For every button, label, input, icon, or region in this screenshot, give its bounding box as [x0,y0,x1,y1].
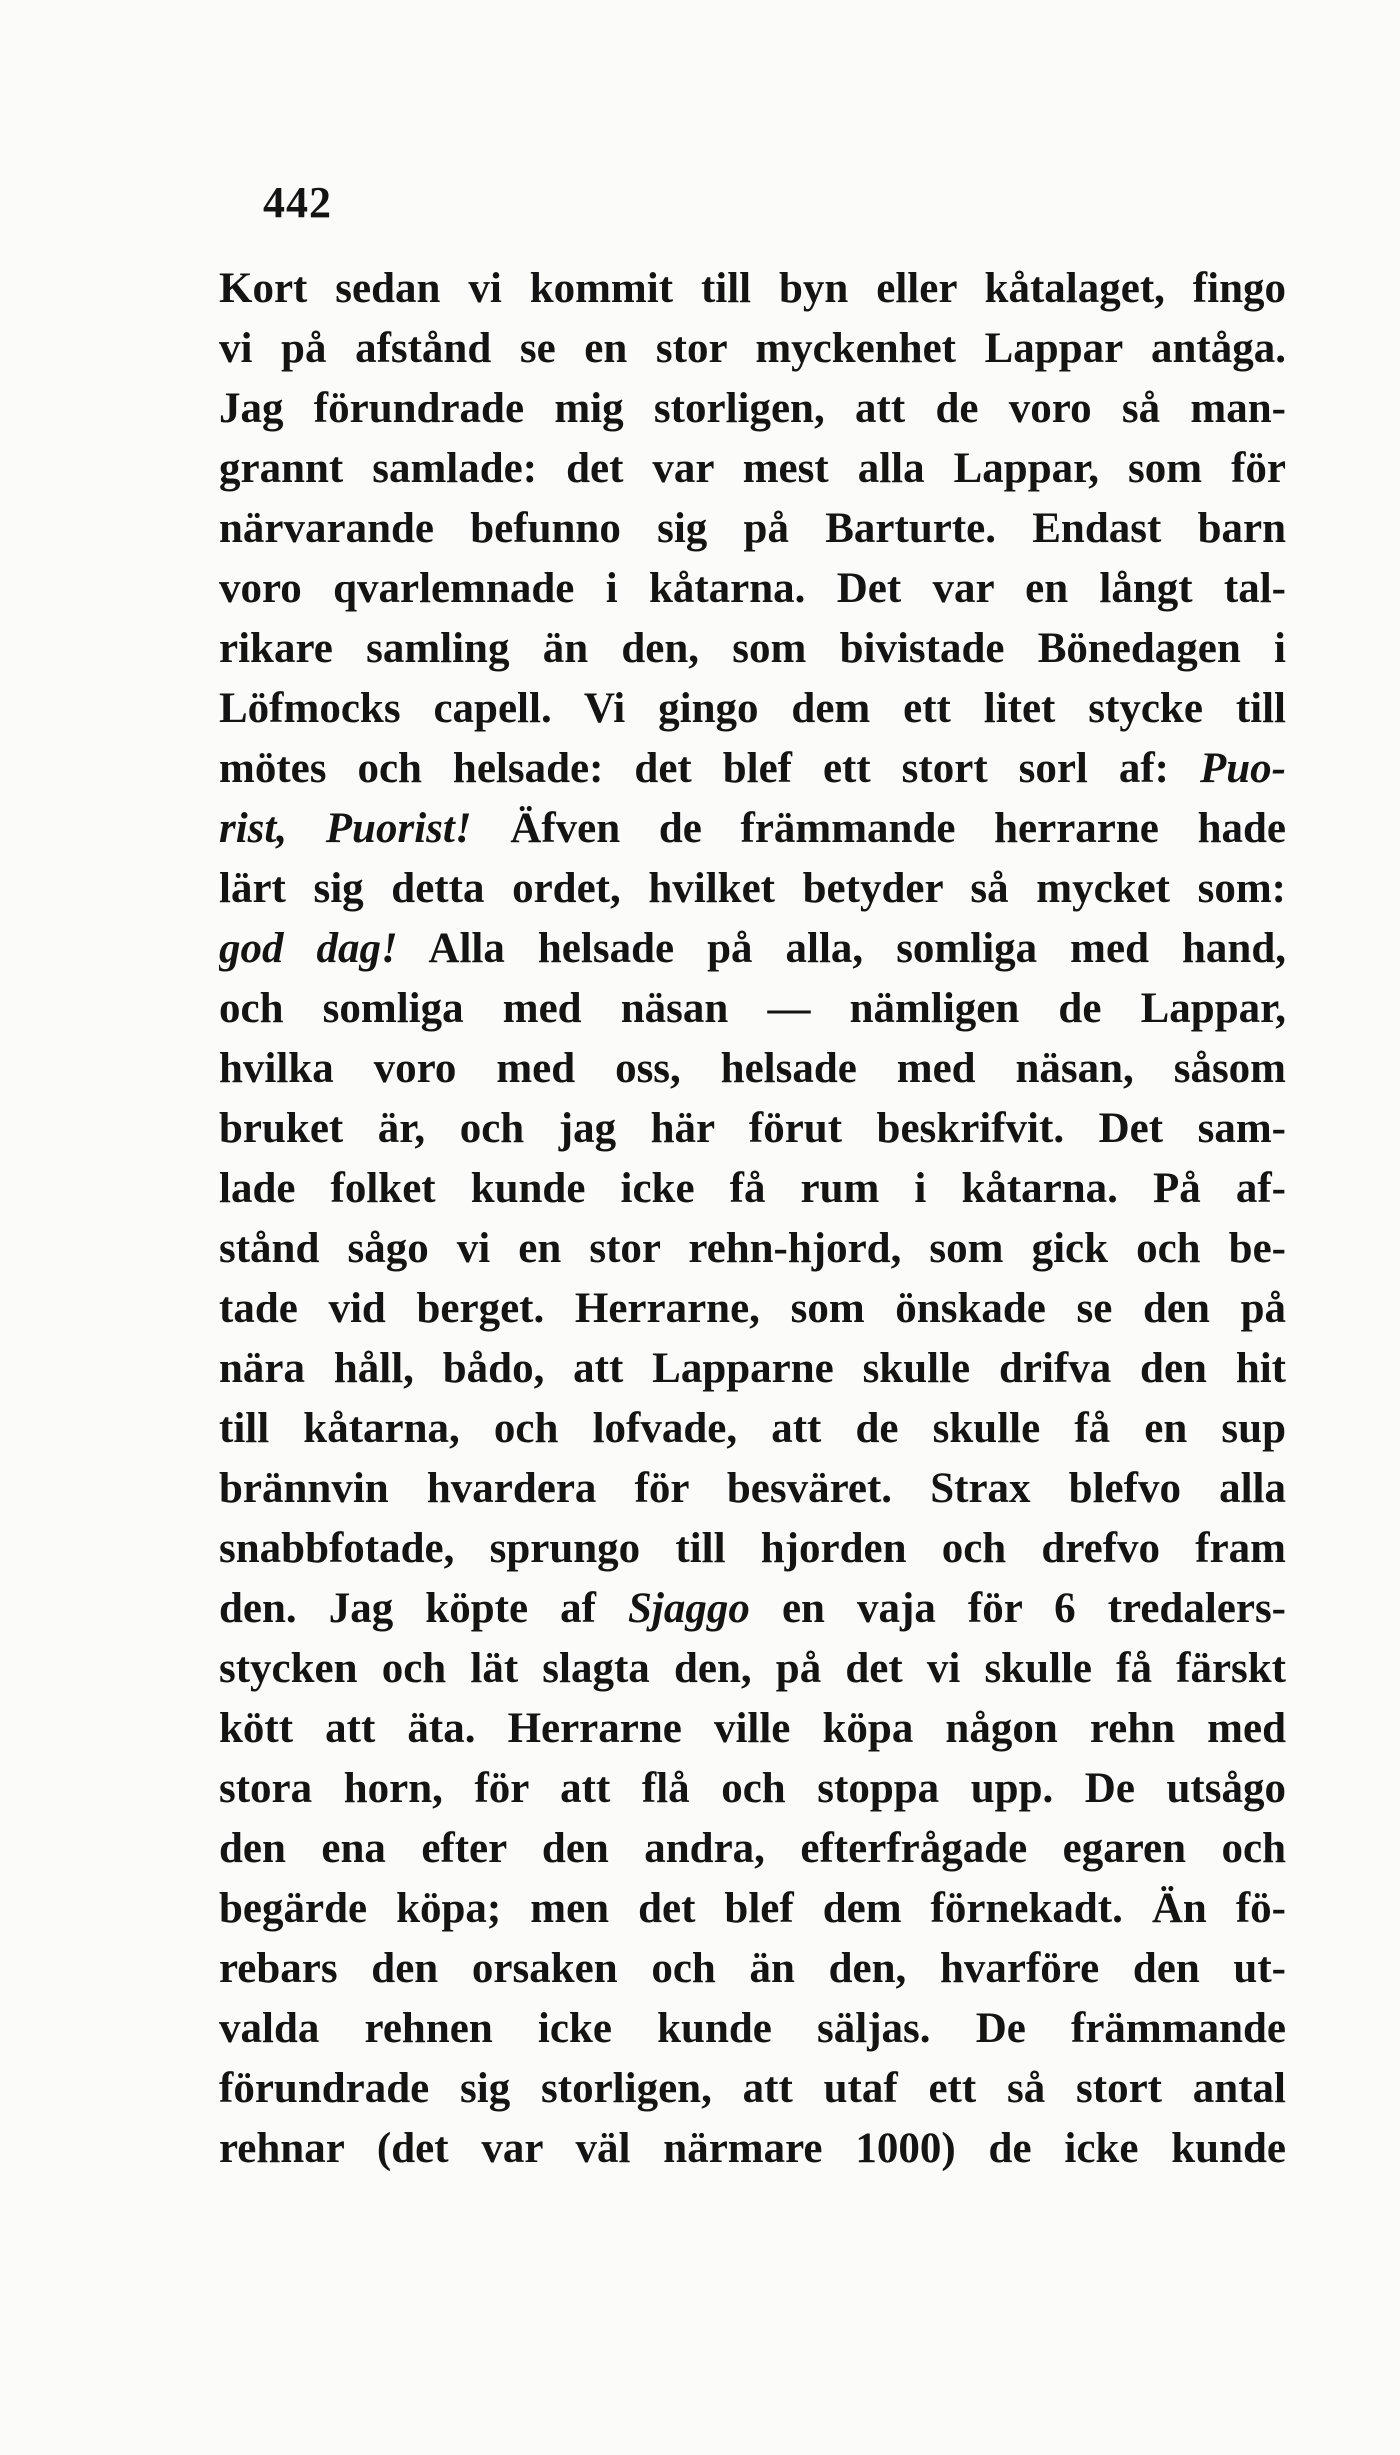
text-line [219,1879,1286,1939]
text-line [219,1819,1286,1879]
text-line [219,1099,1286,1159]
text-line [219,439,1286,499]
text-line [219,1579,1286,1639]
text-line [219,919,1286,979]
line-text: Löfmocks capell. Vi gingo dem ett litet stycke till [219,685,1286,732]
line-text: förundrade sig storligen, att utaf ett så stort antal [219,2065,1286,2112]
line-text: stånd sågo vi en stor rehn-hjord, som gick och be- [219,1225,1286,1272]
line-text: tade vid berget. Herrarne, som önskade se den på [219,1285,1286,1332]
line-text: rebars den orsaken och än den, hvarföre den ut- [219,1945,1286,1992]
text-line [219,619,1286,679]
line-text: hvilka voro med oss, helsade med näsan, såsom [219,1045,1286,1092]
text-line [219,1999,1286,2059]
text-line [219,1459,1286,1519]
text-line [219,1939,1286,1999]
text-line [219,1339,1286,1399]
text-line [219,1639,1286,1699]
text-line [219,679,1286,739]
line-text: en vaja för 6 tredalers- [749,1585,1286,1632]
line-text: voro qvarlemnade i kåtarna. Det var en långt tal- [219,565,1286,612]
line-text: Jag förundrade mig storligen, att de voro så man- [219,385,1286,432]
text-line [219,979,1286,1039]
line-text: valda rehnen icke kunde säljas. De främmande [219,2005,1286,2052]
italic-text: Sjaggo [628,1585,750,1632]
line-text: Äfven de främmande herrarne hade [471,805,1286,852]
text-line [219,259,1286,319]
line-text: rehnar (det var väl närmare 1000) de icke kunde [219,2125,1286,2172]
line-text: närvarande befunno sig på Barturte. Endast barn [219,505,1286,552]
line-text: begärde köpa; men det blef dem förnekadt. Än fö- [219,1885,1286,1932]
text-line [219,319,1286,379]
text-line [219,1039,1286,1099]
text-line [219,739,1286,799]
text-line [219,2119,1286,2179]
italic-text: rist, Puorist! [219,805,472,852]
line-text: vi på afstånd se en stor myckenhet Lappar antåga. [219,325,1286,372]
line-text: bruket är, och jag här förut beskrifvit. Det sam- [219,1105,1286,1152]
text-line [219,1759,1286,1819]
line-text: till kåtarna, och lofvade, att de skulle få en sup [219,1405,1286,1452]
line-text: kött att äta. Herrarne ville köpa någon rehn med [219,1705,1286,1752]
text-line [219,1519,1286,1579]
text-line [219,379,1286,439]
line-text: stora horn, för att flå och stoppa upp. De utsågo [219,1765,1286,1812]
line-text: den. Jag köpte af [219,1585,629,1632]
text-line [219,499,1286,559]
line-text: Alla helsade på alla, somliga med hand, [397,925,1286,972]
line-text: snabbfotade, sprungo till hjorden och drefvo fram [219,1525,1286,1572]
body-text [219,259,1286,2179]
text-line [219,1399,1286,1459]
text-line [219,1699,1286,1759]
text-line [219,559,1286,619]
text-line [219,1279,1286,1339]
text-line [219,799,1286,859]
line-text: och somliga med näsan — nämligen de Lappar, [219,985,1286,1032]
line-text: den ena efter den andra, efterfrågade egaren och [219,1825,1286,1872]
line-text: stycken och lät slagta den, på det vi skulle få färskt [219,1645,1286,1692]
line-text: nära håll, bådo, att Lapparne skulle drifva den hit [219,1345,1286,1392]
page-number: 442 [263,178,332,227]
line-text: brännvin hvardera för besväret. Strax blefvo alla [219,1465,1286,1512]
italic-text: Puo- [1200,745,1286,792]
text-line [219,1159,1286,1219]
line-text: lärt sig detta ordet, hvilket betyder så mycket som: [219,865,1286,912]
text-line [219,1219,1286,1279]
line-text: grannt samlade: det var mest alla Lappar, som för [219,445,1286,492]
text-line [219,859,1286,919]
line-text: lade folket kunde icke få rum i kåtarna. På af- [219,1165,1286,1212]
italic-text: god dag! [219,925,398,972]
line-text: rikare samling än den, som bivistade Bönedagen i [219,625,1286,672]
line-text: mötes och helsade: det blef ett stort sorl af: [219,745,1200,792]
text-line [219,2059,1286,2119]
line-text: Kort sedan vi kommit till byn eller kåtalaget, fingo [219,265,1286,312]
